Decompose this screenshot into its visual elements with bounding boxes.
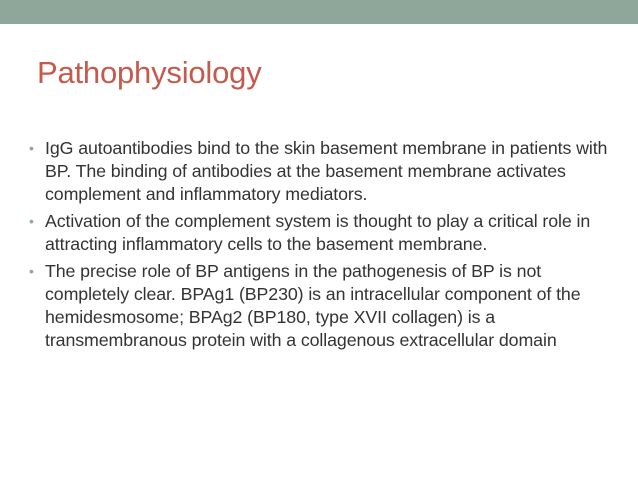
bullet-text: Activation of the complement system is thought to play a critical role in attracting inflammatory cells to the basement membrane. (45, 211, 591, 254)
slide-title: Pathophysiology (37, 55, 262, 90)
bullet-text: The precise role of BP antigens in the pathogenesis of BP is not completely clear. BPAg1 (BP230) is an intracellular component of the hemidesmosome; BPAg2 (BP180, type XVII collagen) is a transmembranous protein with a collagenous extracellular domain (45, 261, 581, 350)
bullet-item (29, 137, 609, 206)
bullet-icon: • (29, 213, 34, 229)
bullet-icon: • (29, 263, 34, 279)
top-accent-band (0, 0, 638, 24)
bullet-list (29, 137, 609, 356)
bullet-item (29, 260, 609, 352)
bullet-icon: • (29, 140, 34, 156)
bullet-item (29, 210, 609, 256)
bullet-text: IgG autoantibodies bind to the skin basement membrane in patients with BP. The binding of antibodies at the basement membrane activates complement and inflammatory mediators. (45, 138, 608, 204)
